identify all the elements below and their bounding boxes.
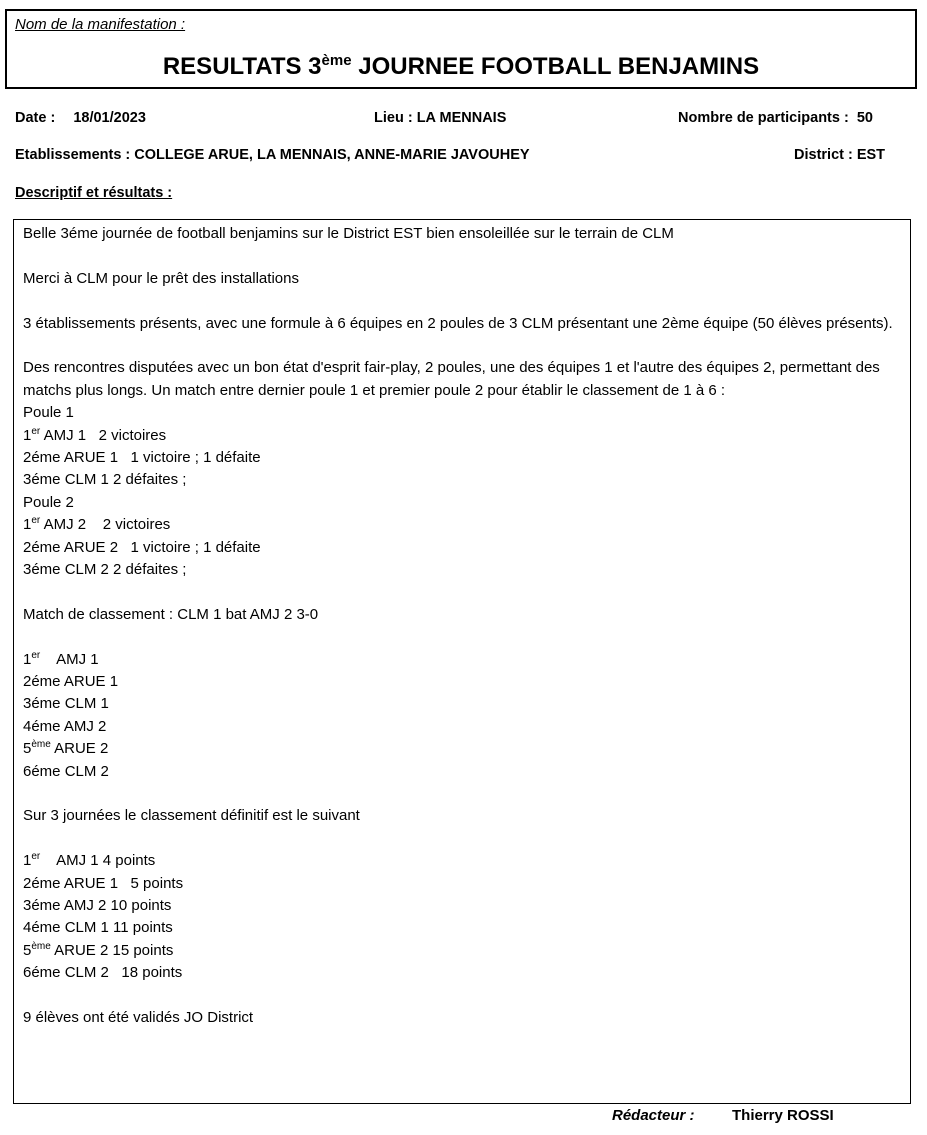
page-title (7, 53, 915, 81)
ranking-text: AMJ 1 4 points (40, 852, 156, 870)
ranking-line (23, 940, 901, 962)
ranking-line (23, 738, 901, 760)
redacteur-name: Thierry ROSSI (732, 1107, 834, 1124)
ranking-line (23, 716, 901, 738)
ranking-rank: 3éme CLM 1 2 défaites ; (23, 471, 187, 489)
ranking-rank: 2éme ARUE 1 1 victoire ; 1 défaite (23, 449, 261, 467)
ranking-rank: 6éme CLM 2 18 points (23, 964, 183, 982)
ranking-rank: 2éme ARUE 1 (23, 673, 119, 691)
lieu-field: Lieu : LA MENNAIS (374, 110, 507, 126)
ranking-rank: 1 (23, 852, 32, 870)
ranking-rank: 5 (23, 740, 32, 758)
ranking-text: ARUE 2 (50, 740, 109, 758)
district-field: District : EST (794, 147, 886, 163)
ranking-line (23, 693, 901, 715)
ranking-rank: 1 (23, 426, 32, 444)
format-text: 3 établissements présents, avec une formule à 6 équipes en 2 poules de 3 CLM présentant une 2ème équipe (50 élèves présents). (23, 314, 893, 332)
ranking-text: AMJ 1 (40, 650, 99, 668)
ranking-rank: 2éme ARUE 2 1 victoire ; 1 défaite (23, 538, 261, 556)
ranking-line (23, 649, 901, 671)
ranking-rank: 3éme CLM 1 (23, 695, 109, 713)
ranking-text: AMJ 1 2 victoires (40, 426, 167, 444)
ranking-rank: 4éme CLM 1 11 points (23, 919, 173, 937)
ranking-line (23, 671, 901, 693)
etablissements-field: Etablissements : COLLEGE ARUE, LA MENNAIS, ANNE-MARIE JAVOUHEY (15, 147, 530, 163)
ranking-text: ARUE 2 15 points (50, 941, 174, 959)
ranking-line (23, 895, 901, 917)
poule1-title: Poule 1 (23, 404, 74, 422)
ranking-line (23, 873, 901, 895)
ranking-rank: 1 (23, 516, 32, 534)
date-label: Date : (15, 110, 56, 126)
date-value: 18/01/2023 (73, 110, 146, 126)
description-box (13, 219, 911, 1104)
redacteur-label: Rédacteur : (612, 1107, 695, 1124)
ranking-text: AMJ 2 2 victoires (40, 516, 171, 534)
overall-ranking-list (23, 850, 901, 984)
ranking-rank: 3éme AMJ 2 10 points (23, 897, 172, 915)
ranking-line (23, 917, 901, 939)
participants-field (678, 110, 873, 126)
ranking-rank: 6éme CLM 2 (23, 762, 109, 780)
ranking-line (23, 425, 901, 447)
overall-intro-text: Sur 3 journées le classement définitif est le suivant (23, 807, 360, 825)
ranking-line (23, 447, 901, 469)
ranking-line (23, 850, 901, 872)
intro-text: Belle 3éme journée de football benjamins sur le District EST bien ensoleillée sur le terrain de CLM (23, 225, 674, 242)
ranking-line (23, 469, 901, 491)
poule1-list (23, 425, 901, 492)
ranking-line (23, 537, 901, 559)
title-prefix: RESULTATS 3 (162, 53, 322, 80)
ranking-rank: 1 (23, 650, 32, 668)
ranking-line (23, 962, 901, 984)
ranking-line (23, 761, 901, 783)
ranking-sup: ème (31, 739, 51, 751)
participants-label: Nombre de participants : (678, 110, 849, 126)
poule2-title: Poule 2 (23, 493, 74, 511)
ranking-sup: er (31, 649, 41, 661)
title-box (5, 9, 917, 89)
ranking-rank: 5 (23, 941, 32, 959)
day-ranking-list (23, 649, 901, 783)
conclusion-text: 9 élèves ont été validés JO District (23, 1009, 254, 1027)
ranking-sup: er (31, 851, 41, 863)
ranking-rank: 2éme ARUE 1 5 points (23, 874, 184, 892)
ranking-sup: er (31, 425, 41, 437)
date-field (15, 110, 146, 126)
thanks-text: Merci à CLM pour le prêt des installations (23, 269, 299, 287)
event-name-label: Nom de la manifestation : (15, 16, 186, 33)
matches-text: Des rencontres disputées avec un bon état d'esprit fair-play, 2 poules, une des équipes 1 et l'autre des équipes 2, permettant des matchs plus longs. Un match entre dernier poule 1 et premier poule 2 pour établir le classement de 1 à 6 : (23, 359, 880, 399)
ranking-line (23, 559, 901, 581)
participants-value: 50 (856, 110, 873, 126)
ranking-line (23, 514, 901, 536)
ranking-rank: 3éme CLM 2 2 défaites ; (23, 561, 187, 579)
classement-match-text: Match de classement : CLM 1 bat AMJ 2 3-0 (23, 605, 319, 623)
title-suffix: JOURNEE FOOTBALL BENJAMINS (351, 53, 760, 80)
ranking-sup: ème (31, 940, 51, 952)
ranking-rank: 4éme AMJ 2 (23, 717, 107, 735)
title-sup: ème (321, 52, 352, 69)
description-heading: Descriptif et résultats : (15, 185, 173, 201)
ranking-sup: er (31, 515, 41, 527)
poule2-list (23, 514, 901, 581)
